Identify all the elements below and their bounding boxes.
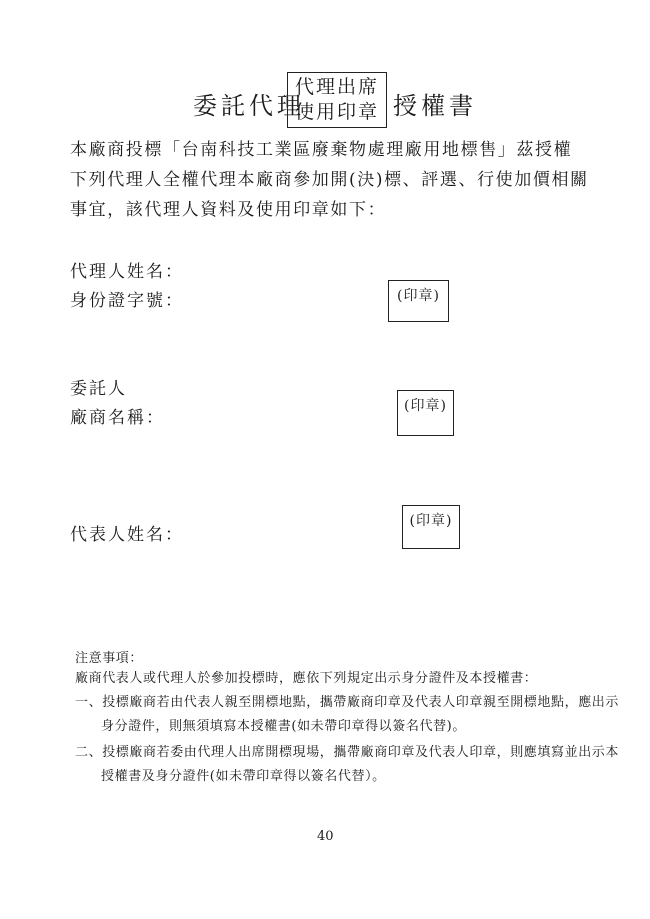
company-seal-text: (印章)	[404, 398, 447, 414]
intro-paragraph: 本廠商投標「台南科技工業區廢棄物處理廠用地標售」茲授權下列代理人全權代理本廠商參加開(決)標、評選、行使加價相關事宜，該代理人資料及使用印章如下：	[70, 140, 589, 220]
rep-seal-text: (印章)	[409, 513, 453, 529]
title-box-line2: 使用印章	[294, 101, 379, 123]
notes-heading: 注意事項：	[75, 651, 144, 666]
title-right: 授權書	[393, 92, 477, 120]
title-left: 委託代理	[193, 92, 305, 120]
principal-heading: 委託人	[70, 379, 127, 399]
notes-intro: 廠商代表人或代理人於參加投標時，應依下列規定出示身分證件及本授權書：	[75, 671, 538, 686]
note-item-1-line-2: 身分證件，則無須填寫本授權書(如未帶印章得以簽名代替)。	[101, 719, 466, 734]
agent-seal-text: (印章)	[397, 288, 440, 304]
page-number: 40	[317, 829, 334, 844]
agent-name-label: 代理人姓名：	[70, 262, 184, 282]
rep-name-label: 代表人姓名：	[70, 525, 184, 545]
title-box-line1: 代理出席	[294, 76, 379, 98]
agent-seal-box[interactable]	[388, 280, 449, 322]
note-item-1-line-1: 一、投標廠商若由代表人親至開標地點，攜帶廠商印章及代表人印章親至開標地點，應出示	[75, 695, 620, 710]
company-name-label: 廠商名稱：	[70, 408, 165, 428]
rep-seal-box[interactable]	[402, 505, 460, 549]
agent-id-label: 身份證字號：	[70, 291, 184, 311]
note-item-2-line-1: 二、投標廠商若委由代理人出席開標現場，攜帶廠商印章及代表人印章，則應填寫並出示本	[75, 745, 620, 760]
note-item-2-line-2: 授權書及身分證件(如未帶印章得以簽名代替）。	[101, 769, 386, 784]
title-box	[287, 72, 387, 128]
company-seal-box[interactable]	[397, 390, 454, 436]
